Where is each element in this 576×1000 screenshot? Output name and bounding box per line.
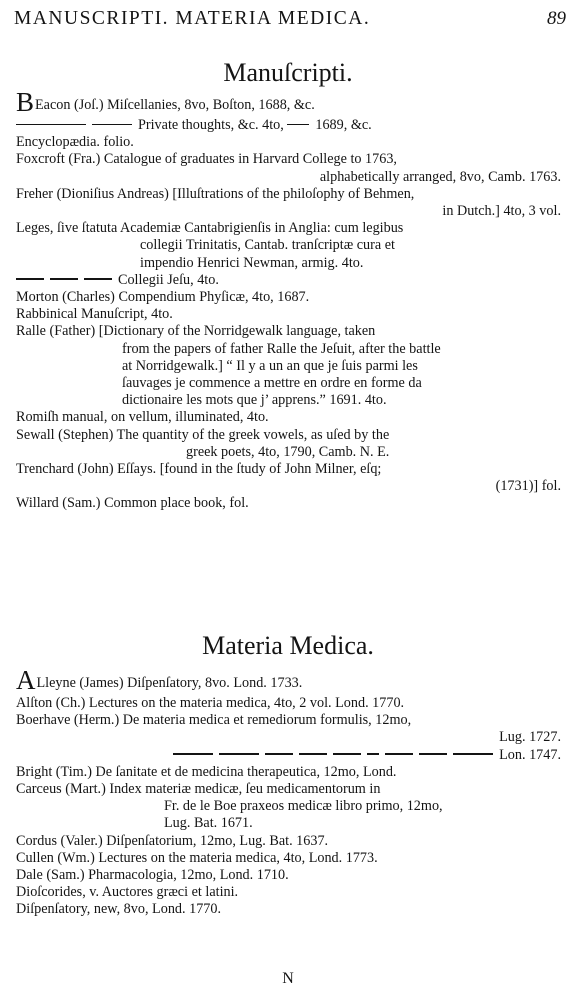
list-item-continuation: ſauvages je commence a mettre en ordre en forme da <box>122 375 422 392</box>
ditto-rule <box>367 753 379 755</box>
list-item: Rabbinical Manuſcript, 4to. <box>16 306 173 323</box>
ditto-rule <box>265 753 293 755</box>
page-number: 89 <box>547 8 566 29</box>
list-item-continuation: Fr. de le Boe praxeos medicæ libro primo, 12mo, <box>164 798 443 815</box>
list-item-continuation: greek poets, 4to, 1790, Camb. N. E. <box>186 443 390 460</box>
ditto-rule <box>385 753 413 755</box>
list-item: Private thoughts, &c. 4to, 1689, &c. <box>16 117 561 134</box>
section-title-manuscripti: Manuſcripti. <box>223 58 353 87</box>
list-item: Foxcroft (Fra.) Catalogue of graduates in Harvard College to 1763, <box>16 151 397 168</box>
list-item: Diſpenſatory, new, 8vo, Lond. 1770. <box>16 901 222 918</box>
list-item: Dale (Sam.) Pharmacologia, 12mo, Lond. 1710. <box>16 867 289 884</box>
list-item-continuation: collegii Trinitatis, Cantab. tranſcriptæ cura et <box>140 237 395 254</box>
list-item: Cordus (Valer.) Diſpenſatorium, 12mo, Lug. Bat. 1637. <box>16 832 329 849</box>
ditto-rule <box>50 278 78 280</box>
list-item-continuation: from the papers of father Ralle the Jeſuit, after the battle <box>122 340 441 357</box>
list-item: Collegii Jeſu, 4to. <box>16 272 561 289</box>
list-item: Trenchard (John) Eſſays. [found in the ſtudy of John Milner, eſq; <box>16 461 382 478</box>
list-item-continuation: at Norridgewalk.] “ Il y a un an que je ſuis parmi les <box>122 357 418 374</box>
section-title-materia-medica: Materia Medica. <box>202 631 374 660</box>
list-item: Romiſh manual, on vellum, illuminated, 4to. <box>16 409 269 426</box>
ditto-rule <box>333 753 361 755</box>
ditto-rule <box>16 124 86 126</box>
manuscripti-entries <box>16 90 561 513</box>
list-item: Carceus (Mart.) Index materiæ medicæ, ſeu medicamentorum in <box>16 781 381 798</box>
ditto-rule <box>16 278 44 280</box>
list-item: Freher (Dioniſius Andreas) [Illuſtrations of the philoſophy of Behmen, <box>16 185 415 202</box>
catchword: N <box>282 970 294 987</box>
list-item: Alſton (Ch.) Lectures on the materia medica, 4to, 2 vol. Lond. 1770. <box>16 695 405 711</box>
list-item: Encyclopædia. folio. <box>16 134 134 151</box>
list-item: BEacon (Joſ.) Miſcellanies, 8vo, Boſton, 1688, &c. <box>16 90 561 117</box>
list-item: Lon. 1747. <box>16 747 561 764</box>
list-item: Sewall (Stephen) The quantity of the greek vowels, as uſed by the <box>16 426 390 443</box>
list-item: Ralle (Father) [Dictionary of the Norridgewalk language, taken <box>16 323 376 340</box>
list-item-continuation: in Dutch.] 4to, 3 vol. <box>442 203 561 220</box>
drop-initial: B <box>16 90 35 117</box>
list-item: Leges, ſive ſtatuta Academiæ Cantabrigienſis in Anglia: cum legibus <box>16 220 404 237</box>
list-item: Dioſcorides, v. Auctores græci et latini. <box>16 884 239 901</box>
running-title: MANUSCRIPTI. MATERIA MEDICA. <box>14 8 371 29</box>
list-item: Morton (Charles) Compendium Phyſicæ, 4to, 1687. <box>16 289 310 306</box>
list-item-continuation: alphabetically arranged, 8vo, Camb. 1763. <box>319 168 561 185</box>
ditto-rule <box>173 753 213 755</box>
ditto-rule <box>92 124 132 126</box>
list-item: Cullen (Wm.) Lectures on the materia medica, 4to, Lond. 1773. <box>16 849 378 866</box>
drop-initial: A <box>16 668 36 695</box>
list-item-continuation: Lug. 1727. <box>499 729 561 746</box>
ditto-rule <box>299 753 327 755</box>
ditto-rule <box>219 753 259 755</box>
ditto-rule <box>287 124 309 126</box>
ditto-rule <box>453 753 493 755</box>
list-item: Bright (Tim.) De ſanitate et de medicina therapeutica, 12mo, Lond. <box>16 763 397 780</box>
list-item-continuation: impendio Henrici Newman, armig. 4to. <box>140 254 364 271</box>
list-item: Willard (Sam.) Common place book, fol. <box>16 495 249 512</box>
list-item-continuation: (1731)] fol. <box>495 478 561 495</box>
list-item: ALleyne (James) Diſpenſatory, 8vo. Lond. 1733. <box>16 668 561 695</box>
list-item-continuation: dictionaire les mots que j’ apprens.” 1691. 4to. <box>122 392 387 409</box>
list-item: Boerhave (Herm.) De materia medica et remediorum formulis, 12mo, <box>16 712 412 729</box>
list-item-continuation: Lug. Bat. 1671. <box>164 815 253 832</box>
materia-medica-entries <box>16 668 561 919</box>
ditto-rule <box>84 278 112 280</box>
running-head <box>14 4 566 34</box>
ditto-rule <box>419 753 447 755</box>
